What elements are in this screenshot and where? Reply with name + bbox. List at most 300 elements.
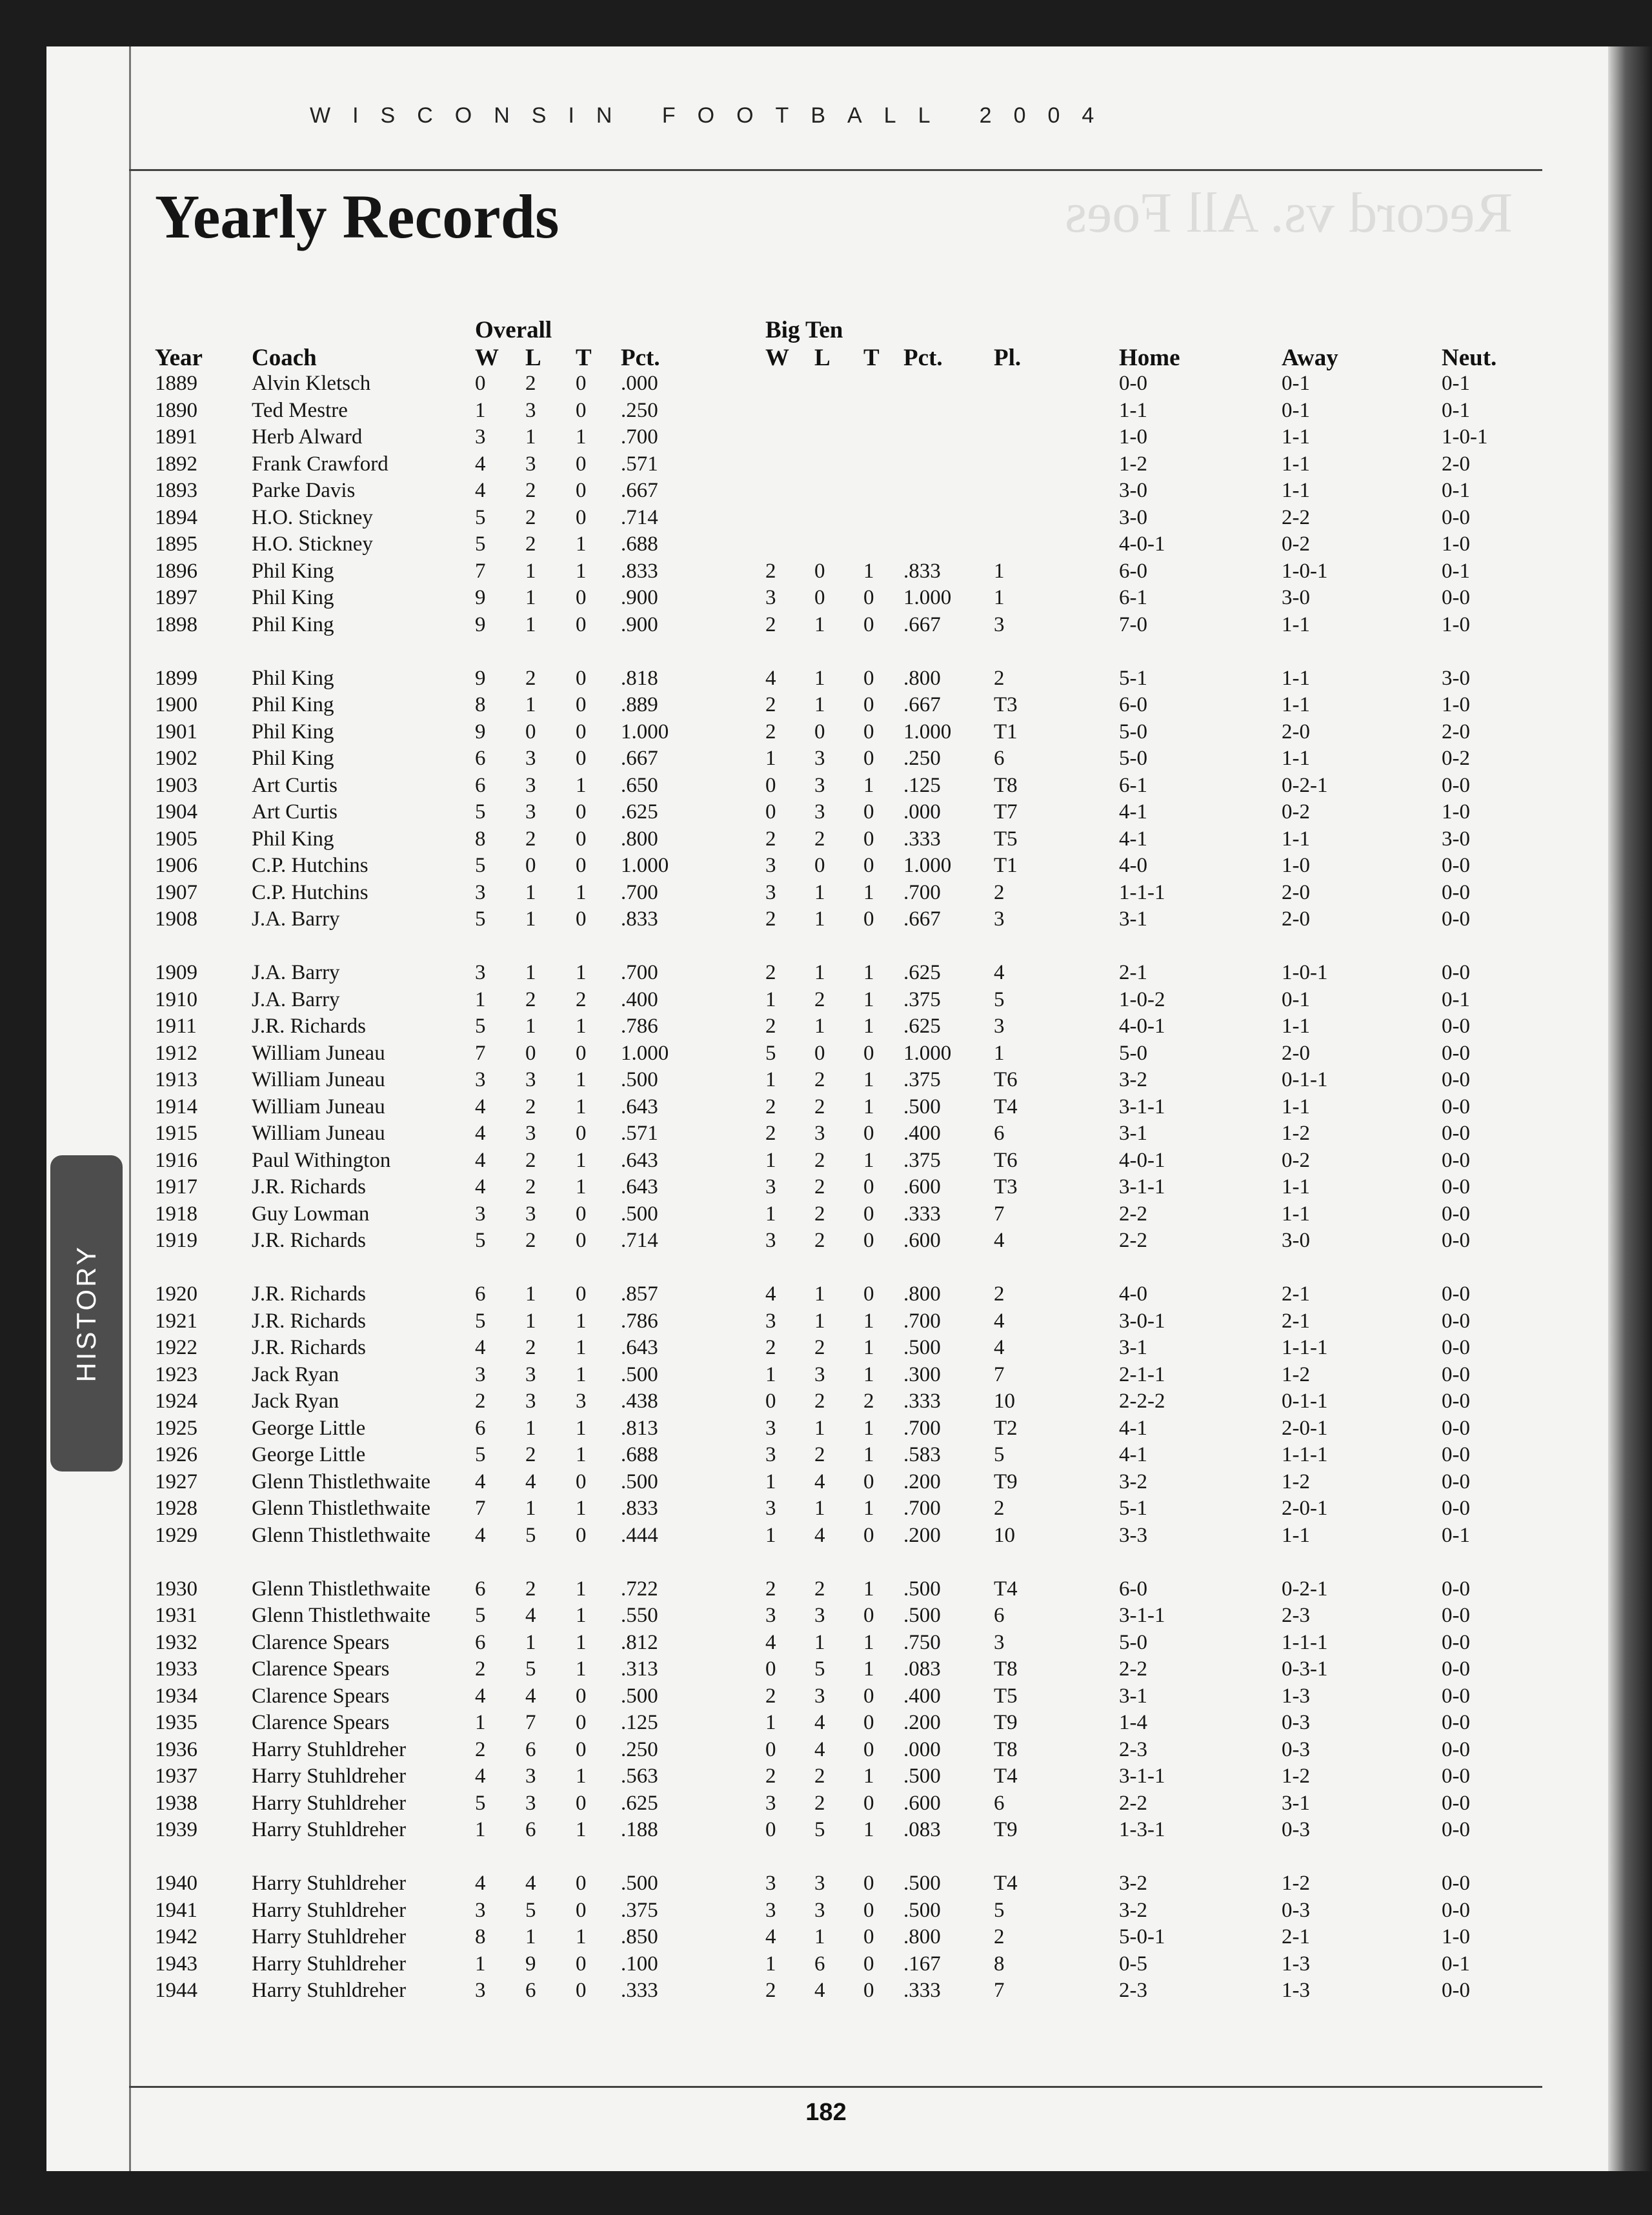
cell-bigten-w: 3 bbox=[765, 586, 776, 609]
cell-place: 4 bbox=[994, 961, 1005, 984]
cell-away: 1-1 bbox=[1282, 693, 1310, 716]
cell-place: 2 bbox=[994, 667, 1005, 690]
table-row bbox=[0, 1897, 1562, 1924]
table-row bbox=[0, 1362, 1562, 1388]
cell-overall-t: 0 bbox=[576, 1524, 587, 1547]
cell-overall-pct: .650 bbox=[621, 774, 658, 797]
cell-home: 3-1-1 bbox=[1119, 1765, 1165, 1788]
cell-overall-t: 1 bbox=[576, 1417, 587, 1440]
cell-overall-pct: .714 bbox=[621, 506, 658, 529]
cell-place: T9 bbox=[994, 1818, 1018, 1841]
cell-away: 1-1 bbox=[1282, 1015, 1310, 1038]
cell-neutral: 0-0 bbox=[1442, 907, 1470, 931]
cell-place: T4 bbox=[994, 1095, 1018, 1118]
cell-bigten-pct: .375 bbox=[903, 1149, 941, 1172]
cell-coach: Harry Stuhldreher bbox=[252, 1738, 407, 1761]
cell-bigten-w: 3 bbox=[765, 1417, 776, 1440]
cell-away: 1-1-1 bbox=[1282, 1443, 1328, 1466]
cell-overall-pct: .500 bbox=[621, 1068, 658, 1091]
cell-away: 1-2 bbox=[1282, 1363, 1310, 1386]
cell-away: 0-1 bbox=[1282, 399, 1310, 422]
cell-overall-w: 4 bbox=[475, 1765, 486, 1788]
cell-place: 5 bbox=[994, 1443, 1005, 1466]
cell-bigten-pct: .400 bbox=[903, 1684, 941, 1708]
cell-overall-l: 0 bbox=[525, 720, 536, 743]
cell-away: 2-0 bbox=[1282, 881, 1310, 904]
cell-coach: Glenn Thistlethwaite bbox=[252, 1577, 431, 1601]
table-row bbox=[0, 1067, 1562, 1093]
cell-overall-l: 1 bbox=[525, 586, 536, 609]
running-header: WISCONSIN FOOTBALL 2004 bbox=[310, 103, 1116, 128]
cell-overall-w: 2 bbox=[475, 1390, 486, 1413]
cell-away: 1-0 bbox=[1282, 854, 1310, 877]
cell-year: 1941 bbox=[155, 1899, 197, 1922]
cell-overall-l: 2 bbox=[525, 1336, 536, 1359]
cell-bigten-pct: .700 bbox=[903, 1310, 941, 1333]
cell-overall-w: 8 bbox=[475, 1925, 486, 1948]
cell-overall-w: 5 bbox=[475, 1604, 486, 1627]
cell-year: 1940 bbox=[155, 1872, 197, 1895]
cell-bigten-t: 1 bbox=[863, 1577, 874, 1601]
cell-coach: Paul Withington bbox=[252, 1149, 391, 1172]
table-row bbox=[0, 1924, 1562, 1950]
cell-overall-w: 6 bbox=[475, 774, 486, 797]
cell-overall-l: 3 bbox=[525, 1122, 536, 1145]
cell-bigten-l: 3 bbox=[814, 774, 825, 797]
cell-overall-t: 1 bbox=[576, 1015, 587, 1038]
cell-neutral: 0-1 bbox=[1442, 1952, 1470, 1976]
table-row bbox=[0, 1201, 1562, 1228]
cell-bigten-t: 1 bbox=[863, 1095, 874, 1118]
cell-bigten-t: 0 bbox=[863, 1925, 874, 1948]
cell-bigten-w: 3 bbox=[765, 1497, 776, 1520]
cell-overall-pct: .714 bbox=[621, 1229, 658, 1252]
cell-overall-w: 7 bbox=[475, 1497, 486, 1520]
cell-bigten-l: 1 bbox=[814, 1417, 825, 1440]
cell-away: 3-1 bbox=[1282, 1792, 1310, 1815]
cell-overall-pct: .563 bbox=[621, 1765, 658, 1788]
cell-overall-t: 1 bbox=[576, 560, 587, 583]
cell-bigten-w: 1 bbox=[765, 988, 776, 1011]
cell-year: 1934 bbox=[155, 1684, 197, 1708]
cell-overall-l: 1 bbox=[525, 613, 536, 636]
cell-overall-pct: .700 bbox=[621, 425, 658, 449]
cell-bigten-w: 2 bbox=[765, 693, 776, 716]
cell-overall-w: 3 bbox=[475, 1068, 486, 1091]
cell-bigten-w: 3 bbox=[765, 1872, 776, 1895]
cell-neutral: 0-0 bbox=[1442, 1872, 1470, 1895]
cell-bigten-t: 0 bbox=[863, 827, 874, 851]
cell-year: 1928 bbox=[155, 1497, 197, 1520]
cell-bigten-l: 2 bbox=[814, 1765, 825, 1788]
cell-bigten-l: 2 bbox=[814, 1095, 825, 1118]
cell-place: 2 bbox=[994, 1925, 1005, 1948]
cell-bigten-w: 1 bbox=[765, 1470, 776, 1493]
cell-neutral: 0-1 bbox=[1442, 479, 1470, 502]
cell-bigten-w: 0 bbox=[765, 774, 776, 797]
cell-overall-pct: .786 bbox=[621, 1015, 658, 1038]
cell-place: T4 bbox=[994, 1577, 1018, 1601]
big-ten-group-header: Big Ten bbox=[765, 317, 843, 343]
cell-overall-pct: .313 bbox=[621, 1657, 658, 1681]
cell-overall-t: 0 bbox=[576, 613, 587, 636]
cell-away: 2-3 bbox=[1282, 1604, 1310, 1627]
cell-overall-l: 4 bbox=[525, 1872, 536, 1895]
cell-bigten-t: 1 bbox=[863, 1497, 874, 1520]
cell-overall-pct: .833 bbox=[621, 560, 658, 583]
table-row bbox=[0, 1120, 1562, 1147]
cell-neutral: 0-0 bbox=[1442, 1792, 1470, 1815]
cell-bigten-w: 2 bbox=[765, 1765, 776, 1788]
cell-year: 1893 bbox=[155, 479, 197, 502]
cell-place: 6 bbox=[994, 1604, 1005, 1627]
cell-bigten-pct: .667 bbox=[903, 613, 941, 636]
cell-overall-w: 5 bbox=[475, 1443, 486, 1466]
cell-bigten-l: 2 bbox=[814, 1068, 825, 1091]
cell-bigten-l: 1 bbox=[814, 961, 825, 984]
table-row bbox=[0, 1308, 1562, 1335]
cell-overall-w: 5 bbox=[475, 1310, 486, 1333]
cell-bigten-pct: .500 bbox=[903, 1577, 941, 1601]
cell-bigten-pct: .800 bbox=[903, 1282, 941, 1306]
cell-away: 2-1 bbox=[1282, 1282, 1310, 1306]
cell-overall-w: 9 bbox=[475, 667, 486, 690]
cell-place: T9 bbox=[994, 1470, 1018, 1493]
cell-bigten-l: 0 bbox=[814, 560, 825, 583]
cell-overall-w: 4 bbox=[475, 479, 486, 502]
cell-home: 2-2 bbox=[1119, 1229, 1147, 1252]
col-header-overall-l: L bbox=[525, 345, 541, 371]
table-row bbox=[0, 692, 1562, 718]
cell-bigten-w: 2 bbox=[765, 560, 776, 583]
cell-bigten-pct: .500 bbox=[903, 1765, 941, 1788]
cell-bigten-l: 3 bbox=[814, 747, 825, 770]
cell-overall-w: 3 bbox=[475, 1979, 486, 2002]
cell-coach: J.R. Richards bbox=[252, 1336, 366, 1359]
cell-overall-t: 1 bbox=[576, 1604, 587, 1627]
table-row bbox=[0, 1870, 1562, 1897]
cell-neutral: 0-0 bbox=[1442, 1711, 1470, 1734]
cell-overall-w: 7 bbox=[475, 560, 486, 583]
cell-overall-t: 0 bbox=[576, 1711, 587, 1734]
cell-year: 1894 bbox=[155, 506, 197, 529]
cell-bigten-t: 0 bbox=[863, 1202, 874, 1226]
cell-bigten-pct: .700 bbox=[903, 1497, 941, 1520]
cell-place: 10 bbox=[994, 1390, 1015, 1413]
cell-bigten-l: 1 bbox=[814, 613, 825, 636]
cell-bigten-t: 0 bbox=[863, 907, 874, 931]
cell-home: 3-2 bbox=[1119, 1872, 1147, 1895]
cell-overall-l: 2 bbox=[525, 988, 536, 1011]
cell-overall-t: 1 bbox=[576, 425, 587, 449]
cell-overall-t: 0 bbox=[576, 1899, 587, 1922]
cell-overall-pct: .625 bbox=[621, 800, 658, 824]
cell-overall-l: 3 bbox=[525, 452, 536, 476]
cell-home: 4-1 bbox=[1119, 827, 1147, 851]
cell-overall-l: 3 bbox=[525, 399, 536, 422]
cell-bigten-l: 6 bbox=[814, 1952, 825, 1976]
cell-home: 0-5 bbox=[1119, 1952, 1147, 1976]
cell-away: 0-3 bbox=[1282, 1899, 1310, 1922]
cell-neutral: 1-0 bbox=[1442, 800, 1470, 824]
cell-bigten-t: 1 bbox=[863, 1336, 874, 1359]
cell-bigten-t: 0 bbox=[863, 1979, 874, 2002]
cell-year: 1936 bbox=[155, 1738, 197, 1761]
cell-home: 0-0 bbox=[1119, 372, 1147, 395]
cell-away: 1-1 bbox=[1282, 479, 1310, 502]
cell-bigten-l: 2 bbox=[814, 1577, 825, 1601]
cell-bigten-t: 0 bbox=[863, 1711, 874, 1734]
cell-neutral: 0-0 bbox=[1442, 1336, 1470, 1359]
cell-coach: Phil King bbox=[252, 586, 334, 609]
cell-neutral: 1-0 bbox=[1442, 1925, 1470, 1948]
cell-bigten-pct: .333 bbox=[903, 1390, 941, 1413]
header-rule bbox=[129, 169, 1542, 171]
table-row bbox=[0, 1576, 1562, 1603]
cell-bigten-t: 2 bbox=[863, 1390, 874, 1413]
cell-overall-l: 1 bbox=[525, 1310, 536, 1333]
cell-bigten-t: 0 bbox=[863, 613, 874, 636]
cell-neutral: 0-0 bbox=[1442, 1310, 1470, 1333]
cell-home: 4-1 bbox=[1119, 800, 1147, 824]
cell-overall-l: 3 bbox=[525, 774, 536, 797]
table-row bbox=[0, 585, 1562, 611]
table-row bbox=[0, 1710, 1562, 1736]
cell-neutral: 0-0 bbox=[1442, 1363, 1470, 1386]
cell-bigten-pct: .833 bbox=[903, 560, 941, 583]
cell-overall-l: 3 bbox=[525, 1068, 536, 1091]
cell-overall-pct: 1.000 bbox=[621, 1042, 669, 1065]
table-row bbox=[0, 960, 1562, 986]
cell-year: 1898 bbox=[155, 613, 197, 636]
cell-year: 1890 bbox=[155, 399, 197, 422]
cell-coach: Jack Ryan bbox=[252, 1363, 339, 1386]
cell-overall-t: 0 bbox=[576, 1684, 587, 1708]
cell-bigten-l: 4 bbox=[814, 1470, 825, 1493]
cell-bigten-pct: .667 bbox=[903, 693, 941, 716]
cell-bigten-l: 4 bbox=[814, 1524, 825, 1547]
cell-bigten-t: 0 bbox=[863, 1952, 874, 1976]
cell-overall-w: 4 bbox=[475, 1336, 486, 1359]
table-row bbox=[0, 1817, 1562, 1843]
cell-bigten-pct: .700 bbox=[903, 1417, 941, 1440]
cell-home: 1-2 bbox=[1119, 452, 1147, 476]
cell-neutral: 0-0 bbox=[1442, 1122, 1470, 1145]
cell-place: 2 bbox=[994, 1282, 1005, 1306]
cell-home: 2-1 bbox=[1119, 961, 1147, 984]
cell-place: T7 bbox=[994, 800, 1018, 824]
cell-year: 1889 bbox=[155, 372, 197, 395]
cell-bigten-w: 3 bbox=[765, 1443, 776, 1466]
cell-overall-w: 3 bbox=[475, 1363, 486, 1386]
cell-coach: Phil King bbox=[252, 613, 334, 636]
cell-away: 0-3 bbox=[1282, 1818, 1310, 1841]
cell-away: 0-1-1 bbox=[1282, 1068, 1328, 1091]
col-header-home: Home bbox=[1119, 345, 1180, 371]
cell-neutral: 0-0 bbox=[1442, 1765, 1470, 1788]
cell-overall-t: 0 bbox=[576, 907, 587, 931]
cell-overall-pct: .813 bbox=[621, 1417, 658, 1440]
cell-year: 1906 bbox=[155, 854, 197, 877]
cell-overall-pct: .500 bbox=[621, 1872, 658, 1895]
table-row bbox=[0, 1630, 1562, 1656]
cell-overall-w: 5 bbox=[475, 854, 486, 877]
cell-home: 5-1 bbox=[1119, 1497, 1147, 1520]
cell-neutral: 0-0 bbox=[1442, 1470, 1470, 1493]
cell-overall-w: 6 bbox=[475, 747, 486, 770]
table-row bbox=[0, 1522, 1562, 1549]
cell-place: T4 bbox=[994, 1765, 1018, 1788]
cell-overall-w: 5 bbox=[475, 1015, 486, 1038]
table-row bbox=[0, 478, 1562, 504]
cell-bigten-t: 0 bbox=[863, 1684, 874, 1708]
cell-coach: Clarence Spears bbox=[252, 1657, 390, 1681]
cell-bigten-l: 0 bbox=[814, 854, 825, 877]
cell-overall-pct: .700 bbox=[621, 881, 658, 904]
cell-away: 0-1 bbox=[1282, 988, 1310, 1011]
cell-overall-t: 0 bbox=[576, 1202, 587, 1226]
col-header-overall-pct: Pct. bbox=[621, 345, 660, 371]
cell-bigten-pct: .800 bbox=[903, 667, 941, 690]
cell-bigten-t: 0 bbox=[863, 1872, 874, 1895]
cell-year: 1938 bbox=[155, 1792, 197, 1815]
cell-overall-l: 1 bbox=[525, 961, 536, 984]
cell-overall-pct: .667 bbox=[621, 479, 658, 502]
cell-overall-w: 4 bbox=[475, 452, 486, 476]
cell-neutral: 1-0-1 bbox=[1442, 425, 1488, 449]
cell-neutral: 1-0 bbox=[1442, 532, 1470, 556]
cell-overall-t: 0 bbox=[576, 1229, 587, 1252]
cell-place: T8 bbox=[994, 1657, 1018, 1681]
cell-overall-w: 1 bbox=[475, 399, 486, 422]
cell-overall-pct: .850 bbox=[621, 1925, 658, 1948]
cell-home: 5-0 bbox=[1119, 1631, 1147, 1654]
cell-bigten-t: 1 bbox=[863, 1443, 874, 1466]
cell-overall-pct: .375 bbox=[621, 1899, 658, 1922]
cell-home: 3-0 bbox=[1119, 506, 1147, 529]
cell-place: 7 bbox=[994, 1363, 1005, 1386]
table-row bbox=[0, 987, 1562, 1013]
cell-overall-t: 0 bbox=[576, 720, 587, 743]
cell-overall-t: 0 bbox=[576, 854, 587, 877]
cell-away: 2-0-1 bbox=[1282, 1497, 1328, 1520]
cell-overall-pct: .500 bbox=[621, 1202, 658, 1226]
cell-overall-pct: .250 bbox=[621, 1738, 658, 1761]
cell-bigten-t: 1 bbox=[863, 1015, 874, 1038]
cell-neutral: 0-1 bbox=[1442, 1524, 1470, 1547]
cell-place: T6 bbox=[994, 1068, 1018, 1091]
cell-bigten-t: 1 bbox=[863, 1363, 874, 1386]
table-row bbox=[0, 370, 1562, 397]
cell-place: 5 bbox=[994, 988, 1005, 1011]
bleed-through-text: Record vs. All Foes bbox=[1065, 182, 1513, 245]
cell-place: T6 bbox=[994, 1149, 1018, 1172]
cell-coach: Glenn Thistlethwaite bbox=[252, 1604, 431, 1627]
cell-overall-t: 0 bbox=[576, 506, 587, 529]
cell-overall-pct: .400 bbox=[621, 988, 658, 1011]
cell-overall-w: 1 bbox=[475, 1818, 486, 1841]
cell-bigten-t: 0 bbox=[863, 1899, 874, 1922]
cell-overall-pct: .444 bbox=[621, 1524, 658, 1547]
cell-overall-pct: .125 bbox=[621, 1711, 658, 1734]
history-tab-label: HISTORY bbox=[71, 1244, 101, 1382]
cell-year: 1918 bbox=[155, 1202, 197, 1226]
cell-bigten-t: 1 bbox=[863, 961, 874, 984]
cell-home: 3-1-1 bbox=[1119, 1604, 1165, 1627]
cell-bigten-pct: .000 bbox=[903, 1738, 941, 1761]
cell-away: 1-1-1 bbox=[1282, 1631, 1328, 1654]
cell-overall-w: 0 bbox=[475, 372, 486, 395]
cell-bigten-w: 4 bbox=[765, 1282, 776, 1306]
cell-place: T5 bbox=[994, 827, 1018, 851]
cell-overall-t: 0 bbox=[576, 1952, 587, 1976]
cell-overall-l: 3 bbox=[525, 747, 536, 770]
cell-bigten-l: 3 bbox=[814, 1363, 825, 1386]
table-row bbox=[0, 1335, 1562, 1361]
cell-bigten-w: 0 bbox=[765, 1738, 776, 1761]
cell-year: 1891 bbox=[155, 425, 197, 449]
cell-bigten-t: 1 bbox=[863, 1417, 874, 1440]
cell-away: 2-0-1 bbox=[1282, 1417, 1328, 1440]
cell-overall-t: 1 bbox=[576, 1657, 587, 1681]
cell-home: 1-0 bbox=[1119, 425, 1147, 449]
cell-bigten-t: 0 bbox=[863, 667, 874, 690]
cell-coach: Harry Stuhldreher bbox=[252, 1979, 407, 2002]
cell-bigten-l: 2 bbox=[814, 1229, 825, 1252]
cell-year: 1926 bbox=[155, 1443, 197, 1466]
cell-bigten-pct: .200 bbox=[903, 1524, 941, 1547]
cell-coach: J.R. Richards bbox=[252, 1175, 366, 1199]
col-header-place: Pl. bbox=[994, 345, 1022, 371]
cell-overall-l: 3 bbox=[525, 800, 536, 824]
cell-overall-w: 5 bbox=[475, 800, 486, 824]
cell-year: 1927 bbox=[155, 1470, 197, 1493]
table-row bbox=[0, 1094, 1562, 1120]
cell-bigten-t: 1 bbox=[863, 1310, 874, 1333]
cell-away: 1-3 bbox=[1282, 1952, 1310, 1976]
cell-overall-l: 1 bbox=[525, 693, 536, 716]
col-header-bigten-l: L bbox=[814, 345, 831, 371]
table-row bbox=[0, 1977, 1562, 2004]
cell-home: 3-0-1 bbox=[1119, 1310, 1165, 1333]
cell-bigten-pct: .333 bbox=[903, 1979, 941, 2002]
cell-coach: Phil King bbox=[252, 747, 334, 770]
cell-home: 4-1 bbox=[1119, 1417, 1147, 1440]
cell-place: 6 bbox=[994, 747, 1005, 770]
cell-overall-w: 4 bbox=[475, 1524, 486, 1547]
cell-bigten-w: 2 bbox=[765, 720, 776, 743]
cell-year: 1932 bbox=[155, 1631, 197, 1654]
cell-bigten-l: 2 bbox=[814, 1390, 825, 1413]
cell-overall-pct: .900 bbox=[621, 586, 658, 609]
cell-overall-pct: .812 bbox=[621, 1631, 658, 1654]
table-row bbox=[0, 906, 1562, 933]
cell-overall-t: 1 bbox=[576, 1577, 587, 1601]
table-row bbox=[0, 1148, 1562, 1174]
cell-away: 1-1 bbox=[1282, 827, 1310, 851]
table-row bbox=[0, 1951, 1562, 1977]
cell-overall-l: 1 bbox=[525, 425, 536, 449]
cell-coach: Harry Stuhldreher bbox=[252, 1925, 407, 1948]
cell-neutral: 0-0 bbox=[1442, 1390, 1470, 1413]
cell-overall-l: 5 bbox=[525, 1899, 536, 1922]
cell-bigten-t: 1 bbox=[863, 881, 874, 904]
cell-home: 3-3 bbox=[1119, 1524, 1147, 1547]
cell-coach: Phil King bbox=[252, 693, 334, 716]
cell-bigten-w: 2 bbox=[765, 1336, 776, 1359]
cell-neutral: 3-0 bbox=[1442, 827, 1470, 851]
cell-away: 1-1 bbox=[1282, 747, 1310, 770]
